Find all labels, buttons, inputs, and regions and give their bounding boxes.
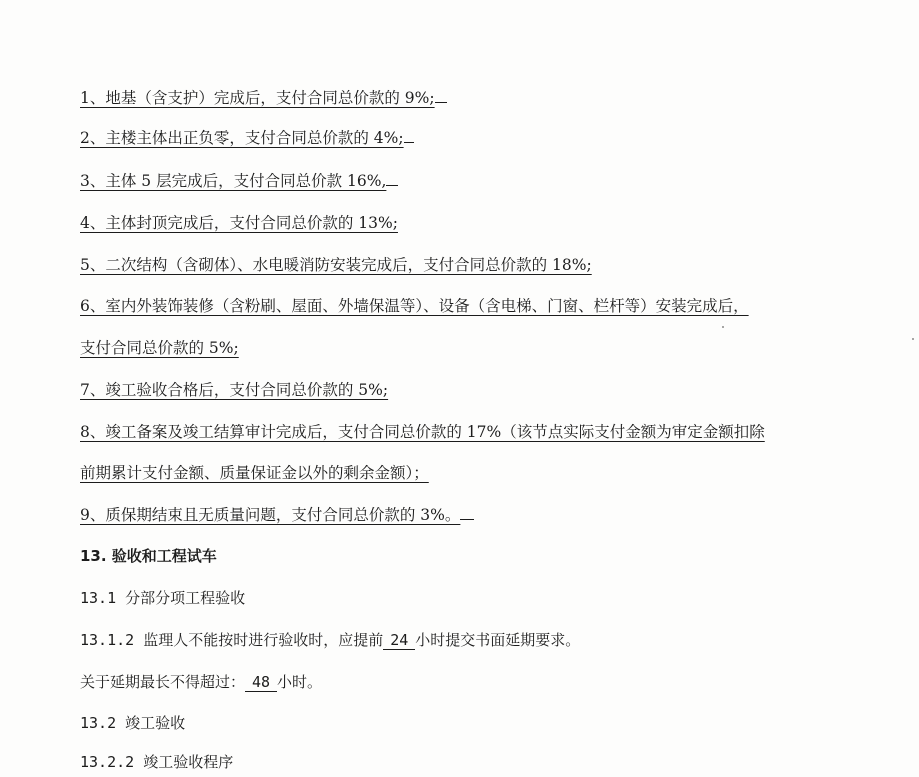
payment-item-4: 4、主体封顶完成后，支付合同总价款的 13%;	[80, 214, 398, 232]
section-heading-13: 13. 验收和工程试车	[80, 547, 217, 565]
payment-item-3: 3、主体 5 层完成后，支付合同总价款 16%,	[80, 171, 398, 191]
payment-item-2: 2、主楼主体出正负零，支付合同总价款的 4%;	[80, 128, 414, 148]
scan-speck	[722, 326, 724, 328]
payment-item-5: 5、二次结构（含砌体）、水电暖消防安装完成后，支付合同总价款的 18%;	[80, 256, 592, 274]
clause-13-1-2: 13.1.2 监理人不能按时进行验收时，应提前 24 小时提交书面延期要求。	[80, 631, 581, 649]
max-delay-clause: 关于延期最长不得超过： 48 小时。	[80, 673, 323, 691]
advance-notice-hours: 24	[383, 631, 415, 650]
payment-item-1: 1、地基（含支护）完成后，支付合同总价款的 9%;	[80, 88, 447, 108]
payment-item-8-line-1: 8、竣工备案及竣工结算审计完成后，支付合同总价款的 17%（该节点实际支付金额为审定金额扣除	[80, 423, 765, 441]
payment-item-7: 7、竣工验收合格后，支付合同总价款的 5%;	[80, 381, 389, 399]
payment-item-9: 9、质保期结束且无质量问题，支付合同总价款的 3%。	[80, 505, 474, 525]
subsection-13-1: 13.1 分部分项工程验收	[80, 589, 246, 607]
subsection-13-2: 13.2 竣工验收	[80, 714, 186, 732]
payment-item-6-line-1: 6、室内外装饰装修（含粉刷、屋面、外墙保温等）、设备（含电梯、门窗、栏杆等）安装完成后，	[80, 297, 749, 315]
payment-item-8-line-2: 前期累计支付金额、质量保证金以外的剩余金额）；	[80, 464, 429, 482]
payment-item-6-line-2: 支付合同总价款的 5%;	[80, 339, 239, 357]
max-delay-hours: 48	[245, 673, 277, 692]
subsection-13-2-2: 13.2.2 竣工验收程序	[80, 753, 234, 771]
scan-speck	[912, 338, 914, 340]
